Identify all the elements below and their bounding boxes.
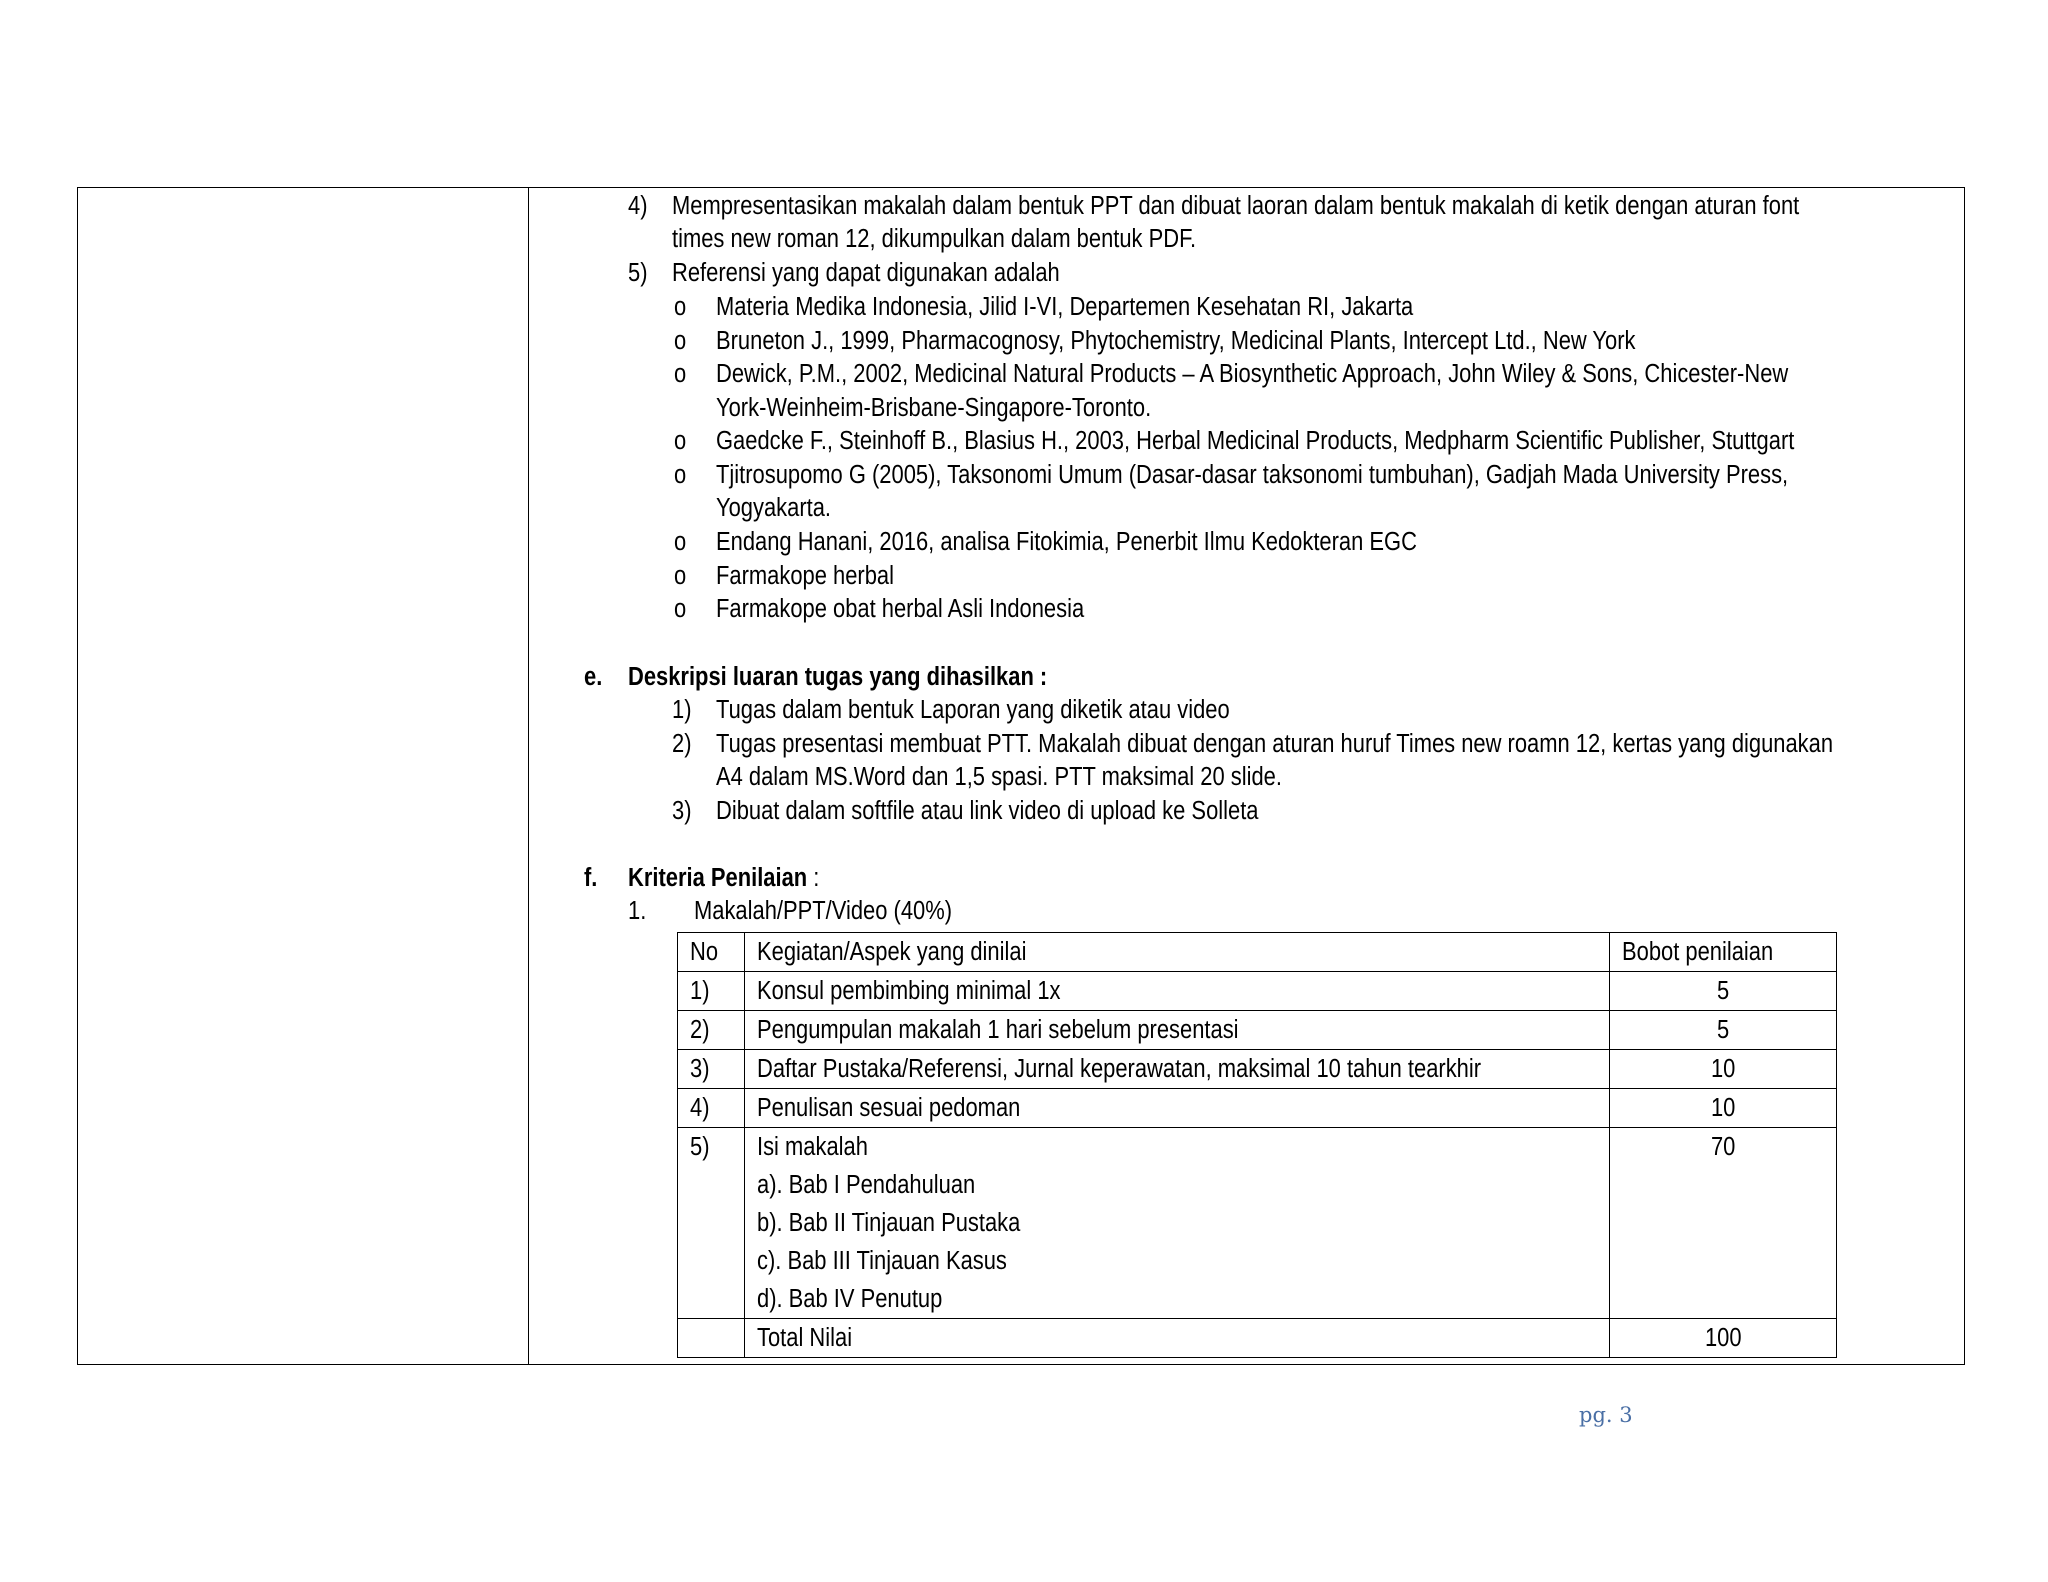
row-no: 5)	[678, 1128, 745, 1319]
reference-1: Materia Medika Indonesia, Jilid I-VI, Departemen Kesehatan RI, Jakarta	[716, 293, 1414, 321]
row-no: 1)	[678, 972, 745, 1011]
item-4-line-2: times new roman 12, dikumpulkan dalam bentuk PDF.	[672, 225, 1197, 253]
aspect-line: d). Bab IV Penutup	[757, 1285, 943, 1313]
reference-3-line-2: York-Weinheim-Brisbane-Singapore-Toronto.	[716, 394, 1152, 422]
section-e-heading: Deskripsi luaran tugas yang dihasilkan :	[628, 663, 1048, 691]
item-5-number: 5)	[628, 259, 648, 287]
header-aspect: Kegiatan/Aspek yang dinilai	[745, 933, 1610, 972]
reference-bullet: o	[674, 528, 687, 556]
reference-3-line-1: Dewick, P.M., 2002, Medicinal Natural Products – A Biosynthetic Approach, John Wiley & Sons, Chicester-New	[716, 360, 1789, 388]
reference-7: Farmakope herbal	[716, 562, 894, 590]
reference-8: Farmakope obat herbal Asli Indonesia	[716, 595, 1085, 623]
row-no: 4)	[678, 1089, 745, 1128]
table-header-row	[678, 933, 1837, 972]
reference-bullet: o	[674, 293, 687, 321]
table-total-row	[678, 1319, 1837, 1358]
row-weight: 10	[1610, 1050, 1837, 1089]
section-f-letter: f.	[584, 864, 598, 892]
section-e-letter: e.	[584, 663, 603, 691]
row-aspect: Konsul pembimbing minimal 1x	[745, 972, 1610, 1011]
row-weight: 70	[1610, 1128, 1837, 1319]
aspect-line: Isi makalah	[757, 1133, 868, 1161]
row-aspect: Penulisan sesuai pedoman	[745, 1089, 1610, 1128]
section-f-heading: Kriteria Penilaian	[628, 864, 808, 892]
reference-4: Gaedcke F., Steinhoff B., Blasius H., 2003, Herbal Medicinal Products, Medpharm Scientific Publisher, Stuttgart	[716, 427, 1795, 455]
reference-bullet: o	[674, 360, 687, 388]
total-weight: 100	[1610, 1319, 1837, 1358]
reference-bullet: o	[674, 427, 687, 455]
table-row	[678, 1128, 1837, 1319]
section-e-item-2-line-2: A4 dalam MS.Word dan 1,5 spasi. PTT maksimal 20 slide.	[716, 763, 1282, 791]
section-e-item-2-line-1: Tugas presentasi membuat PTT. Makalah dibuat dengan aturan huruf Times new roamn 12, kertas yang digunakan	[716, 730, 1834, 758]
row-weight: 10	[1610, 1089, 1837, 1128]
section-e-item-1: Tugas dalam bentuk Laporan yang diketik atau video	[716, 696, 1230, 724]
section-e-item-number: 2)	[672, 730, 692, 758]
row-no: 2)	[678, 1011, 745, 1050]
section-e-item-3: Dibuat dalam softfile atau link video di upload ke Solleta	[716, 797, 1259, 825]
table-row	[678, 1089, 1837, 1128]
total-label: Total Nilai	[745, 1319, 1610, 1358]
row-aspect: Pengumpulan makalah 1 hari sebelum presentasi	[745, 1011, 1610, 1050]
section-f-heading-suffix: :	[807, 864, 820, 892]
row-aspect	[745, 1128, 1610, 1319]
reference-5-line-2: Yogyakarta.	[716, 494, 832, 522]
reference-2: Bruneton J., 1999, Pharmacognosy, Phytochemistry, Medicinal Plants, Intercept Ltd., New York	[716, 327, 1636, 355]
item-4-line-1: Mempresentasikan makalah dalam bentuk PPT dan dibuat laoran dalam bentuk makalah di ketik dengan aturan font	[672, 192, 1800, 220]
item-4-number: 4)	[628, 192, 648, 220]
total-no	[678, 1319, 745, 1358]
table-row	[678, 1050, 1837, 1089]
reference-5-line-1: Tjitrosupomo G (2005), Taksonomi Umum (Dasar-dasar taksonomi tumbuhan), Gadjah Mada University Press,	[716, 461, 1789, 489]
aspect-line: c). Bab III Tinjauan Kasus	[757, 1247, 1007, 1275]
section-e-item-number: 3)	[672, 797, 692, 825]
row-aspect: Daftar Pustaka/Referensi, Jurnal keperawatan, maksimal 10 tahun tearkhir	[745, 1050, 1610, 1089]
section-f-sub-label: Makalah/PPT/Video (40%)	[694, 897, 953, 925]
row-no: 3)	[678, 1050, 745, 1089]
header-no: No	[678, 933, 745, 972]
header-weight: Bobot penilaian	[1610, 933, 1837, 972]
page-number: pg. 3	[1579, 1403, 1633, 1427]
criteria-table	[677, 932, 1837, 1358]
table-row	[678, 1011, 1837, 1050]
reference-6: Endang Hanani, 2016, analisa Fitokimia, Penerbit Ilmu Kedokteran EGC	[716, 528, 1417, 556]
section-f-heading-wrap	[628, 861, 819, 895]
aspect-line: a). Bab I Pendahuluan	[757, 1171, 976, 1199]
aspect-line: b). Bab II Tinjauan Pustaka	[757, 1209, 1021, 1237]
row-weight: 5	[1610, 1011, 1837, 1050]
reference-bullet: o	[674, 327, 687, 355]
reference-bullet: o	[674, 595, 687, 623]
section-f-sub-number: 1.	[628, 897, 647, 925]
reference-bullet: o	[674, 461, 687, 489]
table-row	[678, 972, 1837, 1011]
item-5-line-1: Referensi yang dapat digunakan adalah	[672, 259, 1060, 287]
reference-bullet: o	[674, 562, 687, 590]
column-divider	[528, 188, 529, 1364]
section-e-item-number: 1)	[672, 696, 692, 724]
row-weight: 5	[1610, 972, 1837, 1011]
